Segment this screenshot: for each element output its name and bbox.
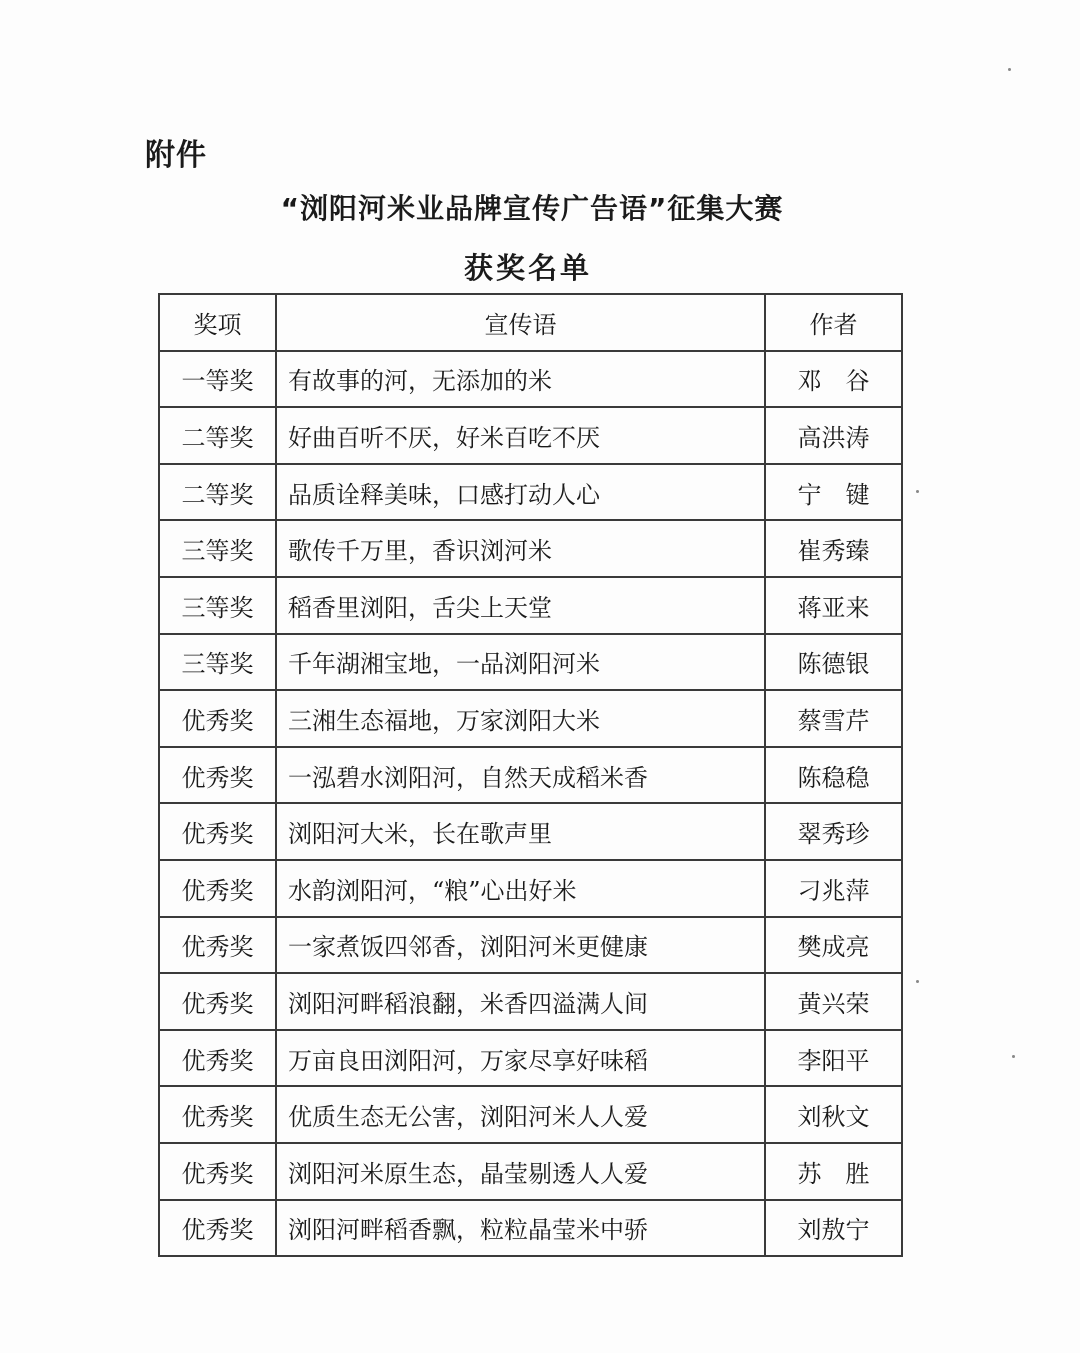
award-cell: 优秀奖: [159, 803, 276, 860]
table-row: [159, 917, 902, 974]
author-cell: 刘秋文: [765, 1086, 902, 1143]
award-cell: 二等奖: [159, 407, 276, 464]
award-cell: 优秀奖: [159, 690, 276, 747]
table-row: [159, 634, 902, 691]
award-cell: 三等奖: [159, 577, 276, 634]
column-header-slogan: 宣传语: [276, 294, 765, 351]
table-row: [159, 1143, 902, 1200]
slogan-cell: 一泓碧水浏阳河，自然天成稻米香: [276, 747, 765, 804]
slogan-cell: 好曲百听不厌，好米百吃不厌: [276, 407, 765, 464]
scan-speck: [1012, 1055, 1015, 1058]
author-cell: 陈稳稳: [765, 747, 902, 804]
award-cell: 优秀奖: [159, 860, 276, 917]
award-cell: 三等奖: [159, 520, 276, 577]
award-cell: 优秀奖: [159, 973, 276, 1030]
slogan-cell: 有故事的河，无添加的米: [276, 351, 765, 408]
slogan-cell: 浏阳河大米，长在歌声里: [276, 803, 765, 860]
slogan-cell: 三湘生态福地，万家浏阳大米: [276, 690, 765, 747]
table-row: [159, 860, 902, 917]
table-row: [159, 973, 902, 1030]
author-cell: 樊成亮: [765, 917, 902, 974]
award-cell: 优秀奖: [159, 917, 276, 974]
table-row: [159, 1086, 902, 1143]
table-row: [159, 464, 902, 521]
award-cell: 优秀奖: [159, 747, 276, 804]
slogan-cell: 优质生态无公害，浏阳河米人人爱: [276, 1086, 765, 1143]
table-row: [159, 747, 902, 804]
author-cell: 刁兆萍: [765, 860, 902, 917]
author-cell: 高洪涛: [765, 407, 902, 464]
author-cell: 黄兴荣: [765, 973, 902, 1030]
award-cell: 优秀奖: [159, 1086, 276, 1143]
table-row: [159, 690, 902, 747]
column-header-award: 奖项: [159, 294, 276, 351]
scan-speck: [916, 980, 919, 983]
awards-table-body: [159, 351, 902, 1257]
author-cell: 邓 谷: [765, 351, 902, 408]
slogan-cell: 浏阳河畔稻浪翻，米香四溢满人间: [276, 973, 765, 1030]
scan-speck: [1008, 68, 1011, 71]
award-cell: 三等奖: [159, 634, 276, 691]
column-header-author: 作者: [765, 294, 902, 351]
attachment-label: 附件: [145, 138, 207, 173]
table-row: [159, 577, 902, 634]
slogan-cell: 歌传千万里，香识浏河米: [276, 520, 765, 577]
author-cell: 陈德银: [765, 634, 902, 691]
award-cell: 一等奖: [159, 351, 276, 408]
author-cell: 宁 键: [765, 464, 902, 521]
table-header-row: [159, 294, 902, 351]
author-cell: 蒋亚来: [765, 577, 902, 634]
slogan-cell: 水韵浏阳河，“粮”心出好米: [276, 860, 765, 917]
award-cell: 二等奖: [159, 464, 276, 521]
slogan-cell: 一家煮饭四邻香，浏阳河米更健康: [276, 917, 765, 974]
slogan-cell: 万亩良田浏阳河，万家尽享好味稻: [276, 1030, 765, 1087]
award-cell: 优秀奖: [159, 1143, 276, 1200]
slogan-cell: 浏阳河米原生态，晶莹剔透人人爱: [276, 1143, 765, 1200]
slogan-cell: 千年湖湘宝地，一品浏阳河米: [276, 634, 765, 691]
document-subtitle: 获奖名单: [463, 251, 592, 285]
author-cell: 刘敖宁: [765, 1200, 902, 1257]
award-cell: 优秀奖: [159, 1200, 276, 1257]
author-cell: 崔秀臻: [765, 520, 902, 577]
table-row: [159, 407, 902, 464]
awards-table: [158, 293, 903, 1257]
table-row: [159, 351, 902, 408]
slogan-cell: 稻香里浏阳，舌尖上天堂: [276, 577, 765, 634]
award-cell: 优秀奖: [159, 1030, 276, 1087]
author-cell: 翠秀珍: [765, 803, 902, 860]
table-row: [159, 520, 902, 577]
author-cell: 蔡雪芹: [765, 690, 902, 747]
slogan-cell: 浏阳河畔稻香飘，粒粒晶莹米中骄: [276, 1200, 765, 1257]
author-cell: 苏 胜: [765, 1143, 902, 1200]
scan-speck: [916, 490, 919, 493]
slogan-cell: 品质诠释美味，口感打动人心: [276, 464, 765, 521]
author-cell: 李阳平: [765, 1030, 902, 1087]
table-row: [159, 1200, 902, 1257]
table-row: [159, 1030, 902, 1087]
table-row: [159, 803, 902, 860]
document-title: “浏阳河米业品牌宣传广告语”征集大赛: [280, 192, 784, 225]
